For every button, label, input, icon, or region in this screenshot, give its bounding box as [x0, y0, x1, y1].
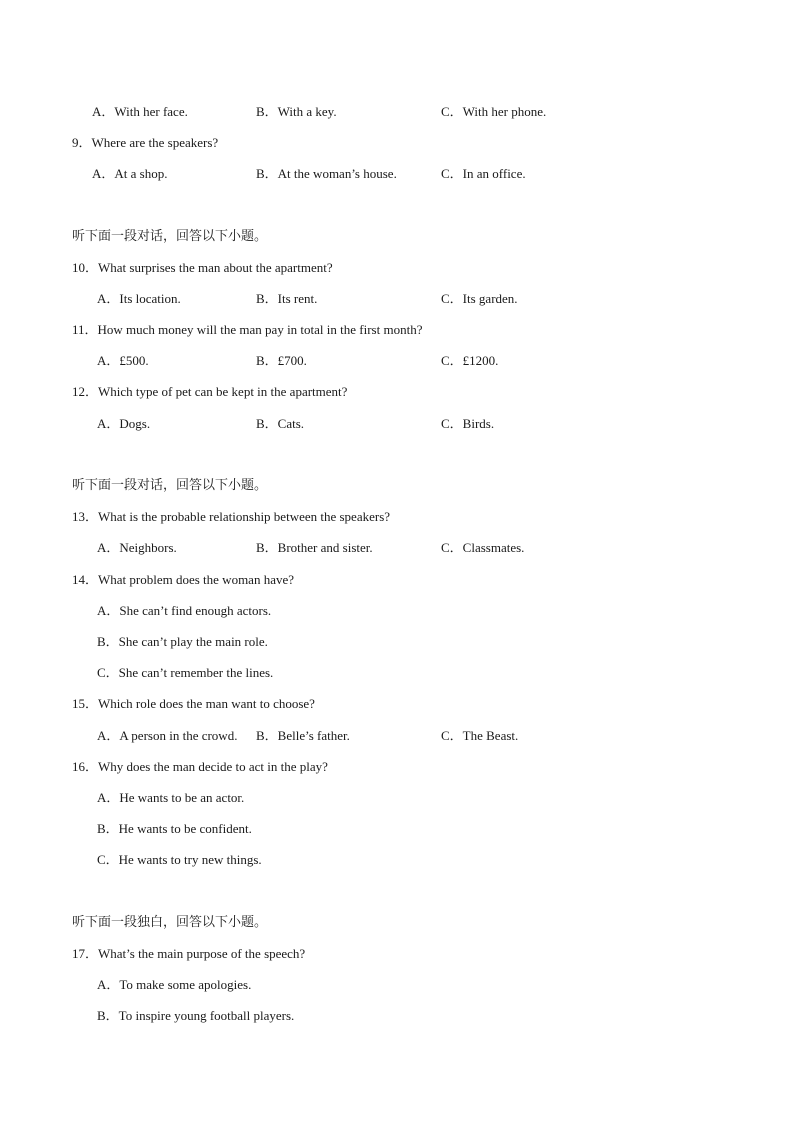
- q13-option-b: B．Brother and sister.: [256, 540, 373, 555]
- q13-question: 13．What is the probable relationship between the speakers?: [72, 509, 391, 524]
- q16-option-b: B．He wants to be confident.: [97, 821, 252, 836]
- q9-question: 9．Where are the speakers?: [72, 135, 219, 150]
- q14-option-a: A．She can’t find enough actors.: [97, 603, 272, 618]
- q11-option-c: C．£1200.: [441, 353, 499, 368]
- q8-option-a: A．With her face.: [92, 104, 188, 119]
- q12-option-b: B．Cats.: [256, 416, 305, 431]
- q15-option-b: B．Belle’s father.: [256, 728, 350, 743]
- q9-option-c: C．In an office.: [441, 166, 526, 181]
- q14-question: 14．What problem does the woman have?: [72, 572, 295, 587]
- q13-option-a: A．Neighbors.: [97, 540, 177, 555]
- q14-option-b: B．She can’t play the main role.: [97, 634, 268, 649]
- q10-question: 10．What surprises the man about the apartment?: [72, 260, 333, 275]
- q17-option-a: A．To make some apologies.: [97, 977, 252, 992]
- q15-option-a: A．A person in the crowd.: [97, 728, 238, 743]
- q8-option-b: B．With a key.: [256, 104, 337, 119]
- q16-question: 16．Why does the man decide to act in the play?: [72, 759, 328, 774]
- q8-option-c: C．With her phone.: [441, 104, 547, 119]
- q11-option-b: B．£700.: [256, 353, 307, 368]
- q11-question: 11．How much money will the man pay in total in the first month?: [72, 322, 423, 337]
- q12-option-c: C．Birds.: [441, 416, 495, 431]
- q10-option-a: A．Its location.: [97, 291, 181, 306]
- q13-option-c: C．Classmates.: [441, 540, 525, 555]
- q16-option-c: C．He wants to try new things.: [97, 852, 262, 867]
- section-heading-dialogue-2: 听下面一段对话，回答以下小题。: [72, 478, 268, 493]
- q17-option-b: B．To inspire young football players.: [97, 1008, 295, 1023]
- q15-question: 15．Which role does the man want to choose?: [72, 696, 315, 711]
- section-heading-monologue: 听下面一段独白，回答以下小题。: [72, 915, 268, 930]
- q11-option-a: A．£500.: [97, 353, 149, 368]
- q12-question: 12．Which type of pet can be kept in the apartment?: [72, 384, 348, 399]
- q9-option-b: B．At the woman’s house.: [256, 166, 397, 181]
- q17-question: 17．What’s the main purpose of the speech?: [72, 946, 306, 961]
- q16-option-a: A．He wants to be an actor.: [97, 790, 245, 805]
- q10-option-c: C．Its garden.: [441, 291, 518, 306]
- q9-option-a: A．At a shop.: [92, 166, 168, 181]
- q14-option-c: C．She can’t remember the lines.: [97, 665, 274, 680]
- q15-option-c: C．The Beast.: [441, 728, 519, 743]
- q10-option-b: B．Its rent.: [256, 291, 318, 306]
- q12-option-a: A．Dogs.: [97, 416, 151, 431]
- section-heading-dialogue: 听下面一段对话，回答以下小题。: [72, 229, 268, 244]
